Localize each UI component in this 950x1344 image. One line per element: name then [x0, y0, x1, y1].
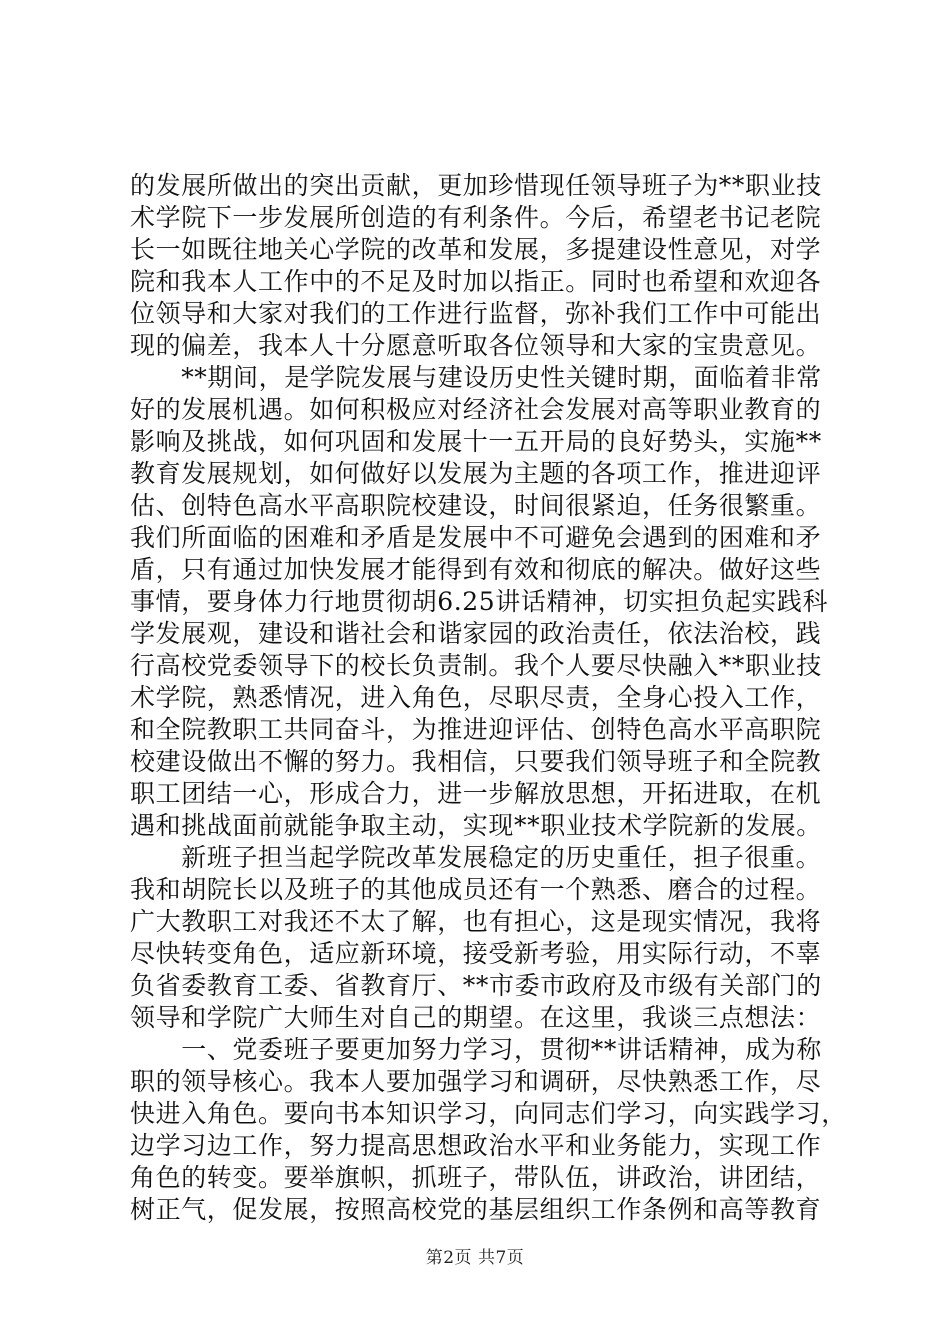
text-line-1: 的发展所做出的突出贡献，更加珍惜现任领导班子为**职业技	[130, 171, 822, 200]
text-line-8: 好的发展机遇。如何积极应对经济社会发展对高等职业教育的	[130, 395, 822, 424]
text-line-27: 领导和学院广大师生对自己的期望。在这里，我谈三点想法：	[130, 1003, 822, 1032]
text-line-26: 负省委教育工委、省教育厅、**市委市政府及市级有关部门的	[130, 971, 822, 1000]
body-text	[130, 170, 847, 1226]
text-line-7: **期间，是学院发展与建设历史性关键时期，面临着非常	[130, 363, 822, 392]
text-line-16: 行高校党委领导下的校长负责制。我个人要尽快融入**职业技	[130, 651, 822, 680]
text-line-23: 我和胡院长以及班子的其他成员还有一个熟悉、磨合的过程。	[130, 875, 822, 904]
text-line-28: 一、党委班子要更加努力学习，贯彻**讲话精神，成为称	[130, 1035, 822, 1064]
text-line-22: 新班子担当起学院改革发展稳定的历史重任，担子很重。	[130, 843, 822, 872]
text-line-6: 现的偏差，我本人十分愿意听取各位领导和大家的宝贵意见。	[130, 331, 822, 360]
text-line-24: 广大教职工对我还不太了解，也有担心，这是现实情况，我将	[130, 907, 822, 936]
text-line-11: 估、创特色高水平高职院校建设，时间很紧迫，任务很繁重。	[130, 491, 822, 520]
text-line-32: 角色的转变。要举旗帜，抓班子，带队伍，讲政治，讲团结，	[130, 1163, 822, 1192]
text-line-3: 长一如既往地关心学院的改革和发展，多提建设性意见，对学	[130, 235, 822, 264]
text-line-5: 位领导和大家对我们的工作进行监督，弥补我们工作中可能出	[130, 299, 822, 328]
text-line-29: 职的领导核心。我本人要加强学习和调研，尽快熟悉工作，尽	[130, 1067, 822, 1096]
text-line-19: 校建设做出不懈的努力。我相信，只要我们领导班子和全院教	[130, 747, 822, 776]
text-line-25: 尽快转变角色，适应新环境，接受新考验，用实际行动，不辜	[130, 939, 822, 968]
text-line-10: 教育发展规划，如何做好以发展为主题的各项工作，推进迎评	[130, 459, 822, 488]
text-line-21: 遇和挑战面前就能争取主动，实现**职业技术学院新的发展。	[130, 811, 822, 840]
text-line-15: 学发展观，建设和谐社会和谐家园的政治责任，依法治校，践	[130, 619, 822, 648]
text-line-13: 盾，只有通过加快发展才能得到有效和彻底的解决。做好这些	[130, 555, 822, 584]
page-number-footer: 第2页 共7页	[425, 1248, 525, 1268]
text-line-31: 边学习边工作，努力提高思想政治水平和业务能力，实现工作	[130, 1131, 822, 1160]
text-line-30: 快进入角色。要向书本知识学习，向同志们学习，向实践学习，	[130, 1099, 847, 1128]
text-line-18: 和全院教职工共同奋斗，为推进迎评估、创特色高水平高职院	[130, 715, 822, 744]
text-line-9: 影响及挑战，如何巩固和发展十一五开局的良好势头，实施**	[130, 427, 822, 456]
text-line-2: 术学院下一步发展所创造的有利条件。今后，希望老书记老院	[130, 203, 822, 232]
text-line-20: 职工团结一心，形成合力，进一步解放思想，开拓进取，在机	[130, 779, 822, 808]
text-line-4: 院和我本人工作中的不足及时加以指正。同时也希望和欢迎各	[130, 267, 822, 296]
text-line-33: 树正气，促发展，按照高校党的基层组织工作条例和高等教育	[130, 1195, 822, 1224]
text-line-17: 术学院，熟悉情况，进入角色，尽职尽责，全身心投入工作，	[130, 683, 822, 712]
text-line-12: 我们所面临的困难和矛盾是发展中不可避免会遇到的困难和矛	[130, 523, 822, 552]
text-line-14: 事情，要身体力行地贯彻胡6.25讲话精神，切实担负起实践科	[130, 587, 829, 616]
